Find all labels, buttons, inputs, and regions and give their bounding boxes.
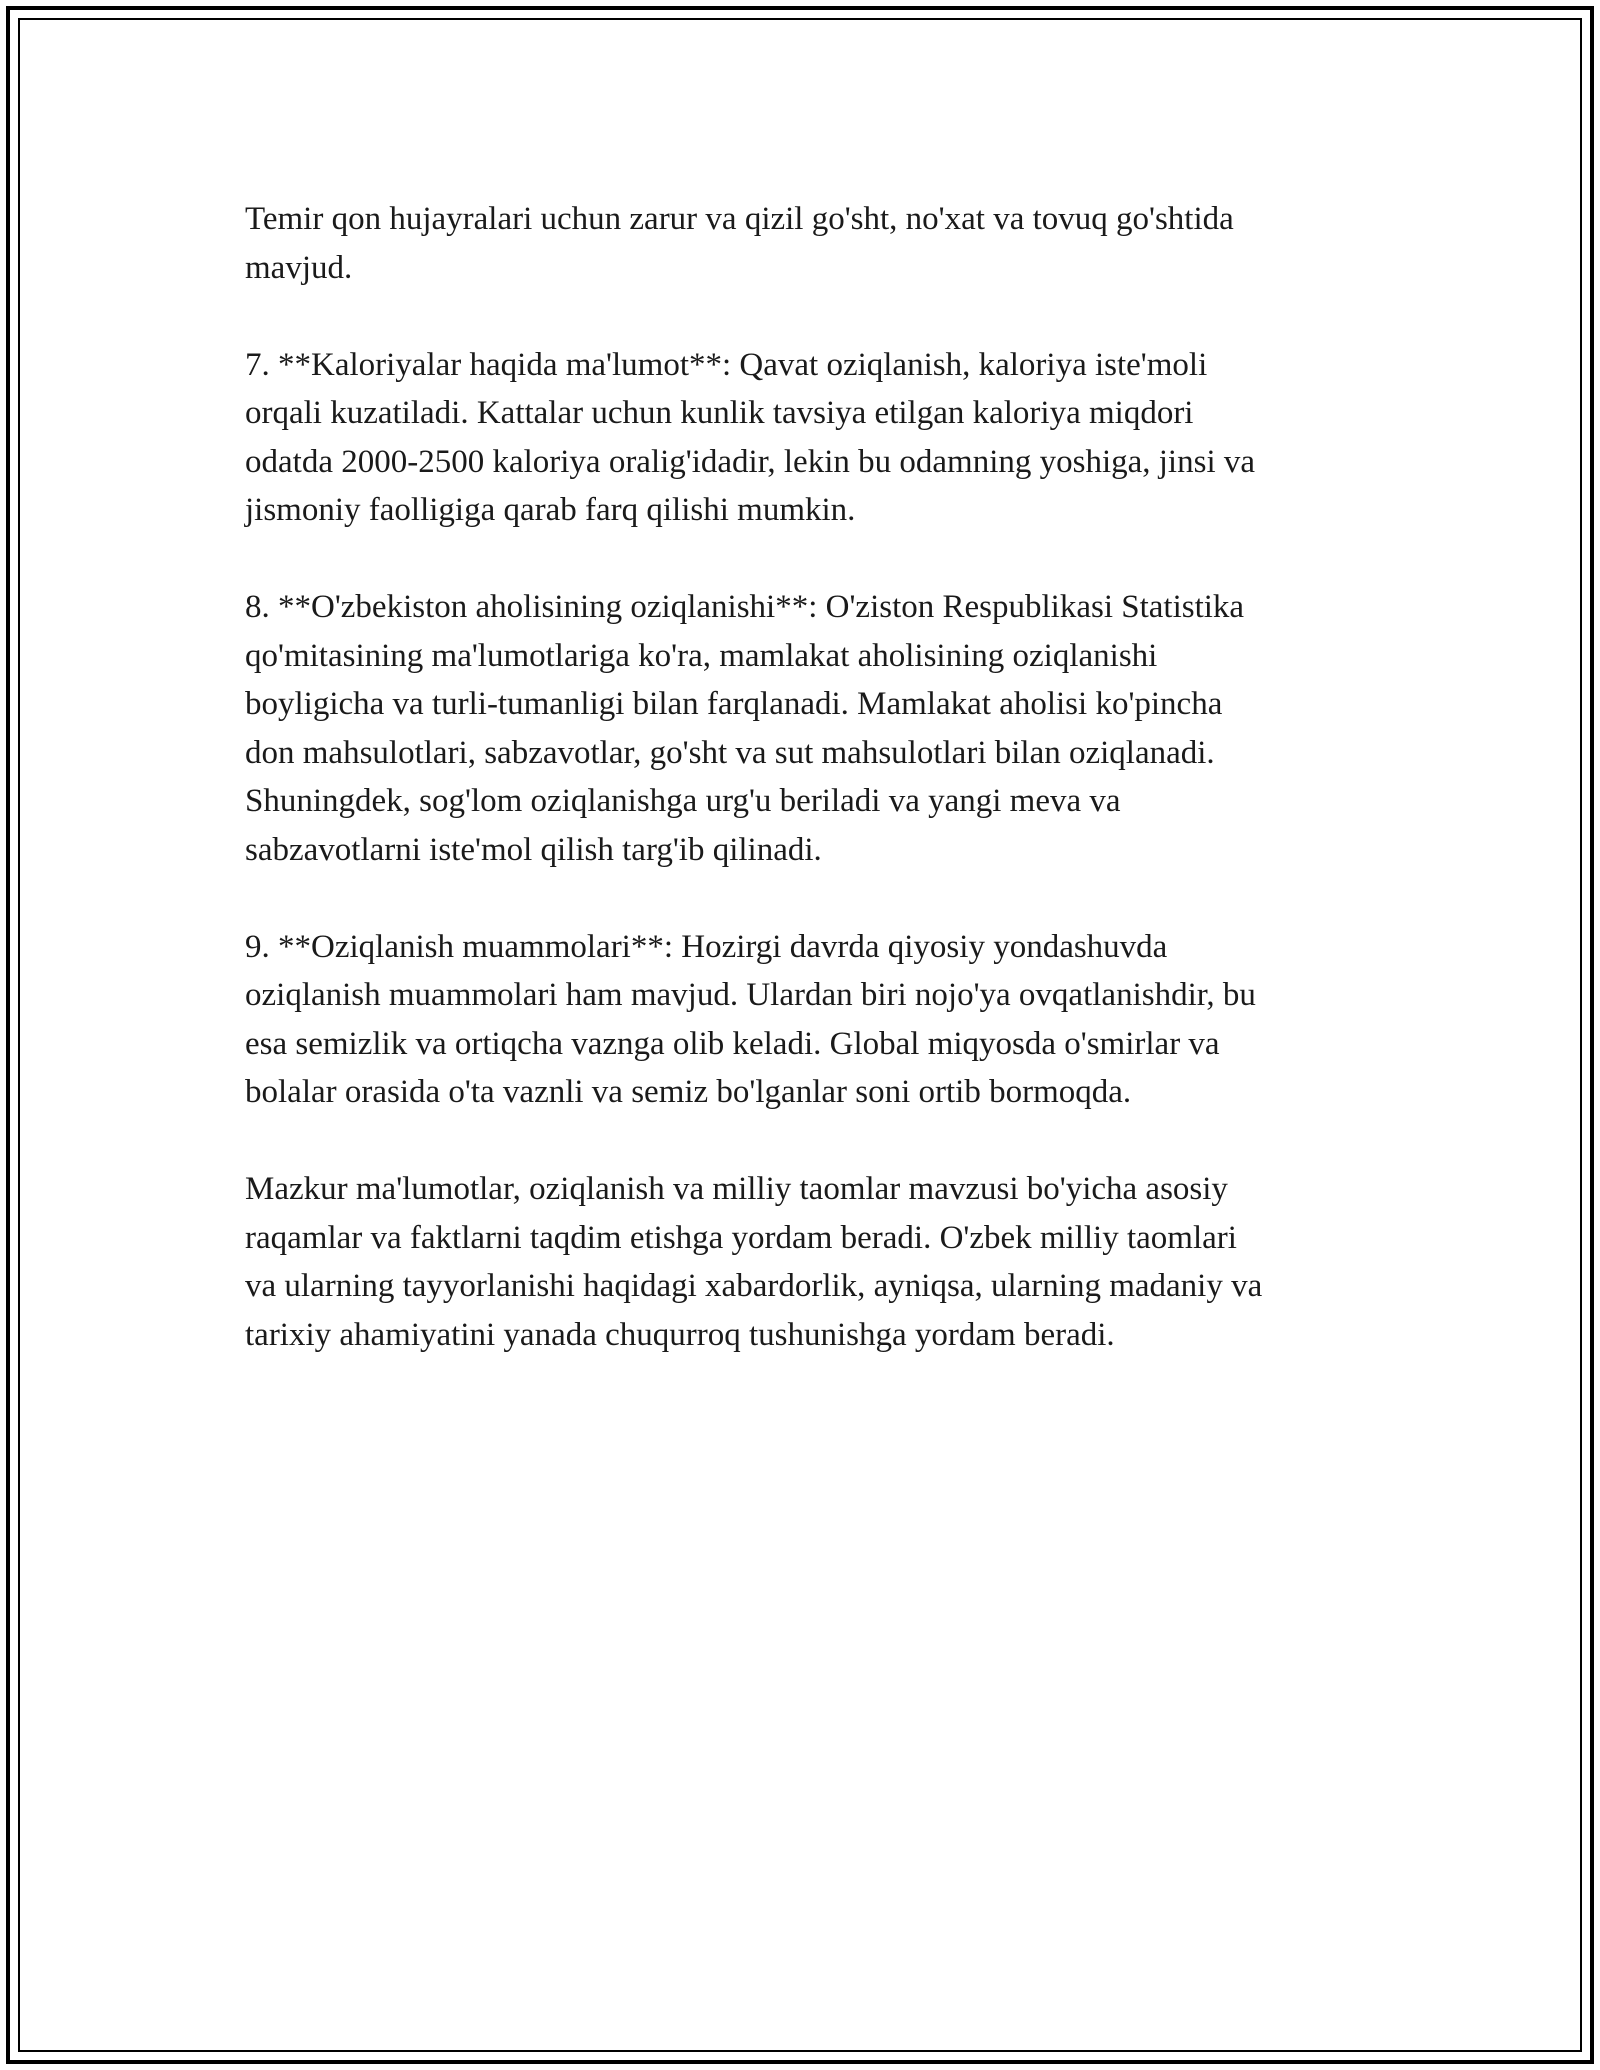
paragraph-conclusion: Mazkur ma'lumotlar, oziqlanish va milliy taomlar mavzusi bo'yicha asosiy raqamlar va faktlarni taqdim etishga yordam beradi. O'zbek milliy taomlari va ularning tayyorlanishi haqidagi xabardorlik, ayniqsa, ularning madaniy va tarixiy ahamiyatini yanada chuqurroq tushunishga yordam beradi. (245, 1171, 1263, 1353)
paragraph-uzbekistan-nutrition: 8. **O'zbekiston aholisining oziqlanishi**: O'ziston Respublikasi Statistika qo'mitasining ma'lumotlariga ko'ra, mamlakat aholisining oziqlanishi boyligicha va turli-tumanligi bilan farqlanadi. Mamlakat aholisi ko'pincha don mahsulotlari, sabzavotlar, go'sht va sut mahsulotlari bilan oziqlanadi. Shuningdek, sog'lom oziqlanishga urg'u beriladi va yangi meva va sabzavotlarni iste'mol qilish targ'ib qilinadi. (245, 589, 1245, 868)
paragraph-nutrition-problems: 9. **Oziqlanish muammolari**: Hozirgi davrda qiyosiy yondashuvda oziqlanish muammolari ham mavjud. Ulardan biri nojo'ya ovqatlanishdir, bu esa semizlik va ortiqcha vaznga olib keladi. Global miqyosda o'smirlar va bolalar orasida o'ta vaznli va semiz bo'lganlar soni ortib bormoqda. (245, 928, 1256, 1110)
paragraph-calories-info: 7. **Kaloriyalar haqida ma'lumot**: Qavat oziqlanish, kaloriya iste'moli orqali kuzatiladi. Kattalar uchun kunlik tavsiya etilgan kaloriya miqdori odatda 2000-2500 kaloriya oralig'idadir, lekin bu odamning yoshiga, jinsi va jismoniy faolligiga qarab farq qilishi mumkin. (245, 346, 1256, 528)
document-body (245, 195, 1395, 1408)
page-border (6, 6, 1594, 2064)
paragraph-iron-info: Temir qon hujayralari uchun zarur va qizil go'sht, no'xat va tovuq go'shtida mavjud. (245, 201, 1234, 286)
